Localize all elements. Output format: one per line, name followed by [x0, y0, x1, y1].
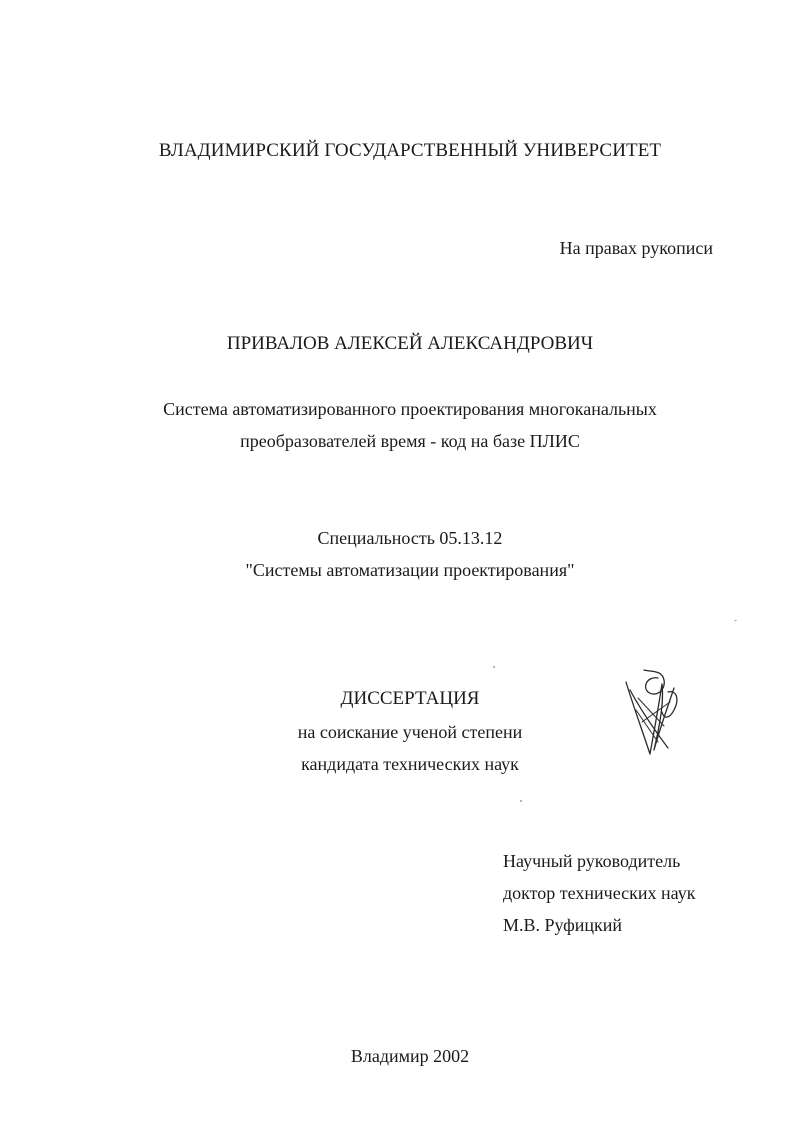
scan-speck [734, 620, 737, 621]
university-name: ВЛАДИМИРСКИЙ ГОСУДАРСТВЕННЫЙ УНИВЕРСИТЕТ [158, 140, 662, 161]
degree-line-2: кандидата технических наук [301, 754, 519, 774]
scan-speck [493, 666, 495, 668]
supervisor-name: М.В. Руфицкий [503, 915, 623, 935]
manuscript-rights-note: На правах рукописи [559, 238, 713, 258]
author-name: ПРИВАЛОВ АЛЕКСЕЙ АЛЕКСАНДРОВИЧ [226, 333, 594, 354]
handwritten-signature [618, 662, 688, 762]
scan-speck [520, 800, 522, 802]
thesis-title-line-1: Система автоматизированного проектирования многоканальных [163, 399, 657, 419]
supervisor-role: Научный руководитель [503, 851, 681, 871]
specialty-name: "Системы автоматизации проектирования" [245, 560, 575, 580]
thesis-title-line-2: преобразователей время - код на базе ПЛИС [240, 431, 580, 451]
degree-line-1: на соискание ученой степени [297, 722, 523, 742]
specialty-code: Специальность 05.13.12 [317, 528, 503, 548]
city-year: Владимир 2002 [350, 1046, 470, 1066]
dissertation-heading: ДИССЕРТАЦИЯ [340, 688, 480, 709]
supervisor-degree: доктор технических наук [503, 883, 696, 903]
